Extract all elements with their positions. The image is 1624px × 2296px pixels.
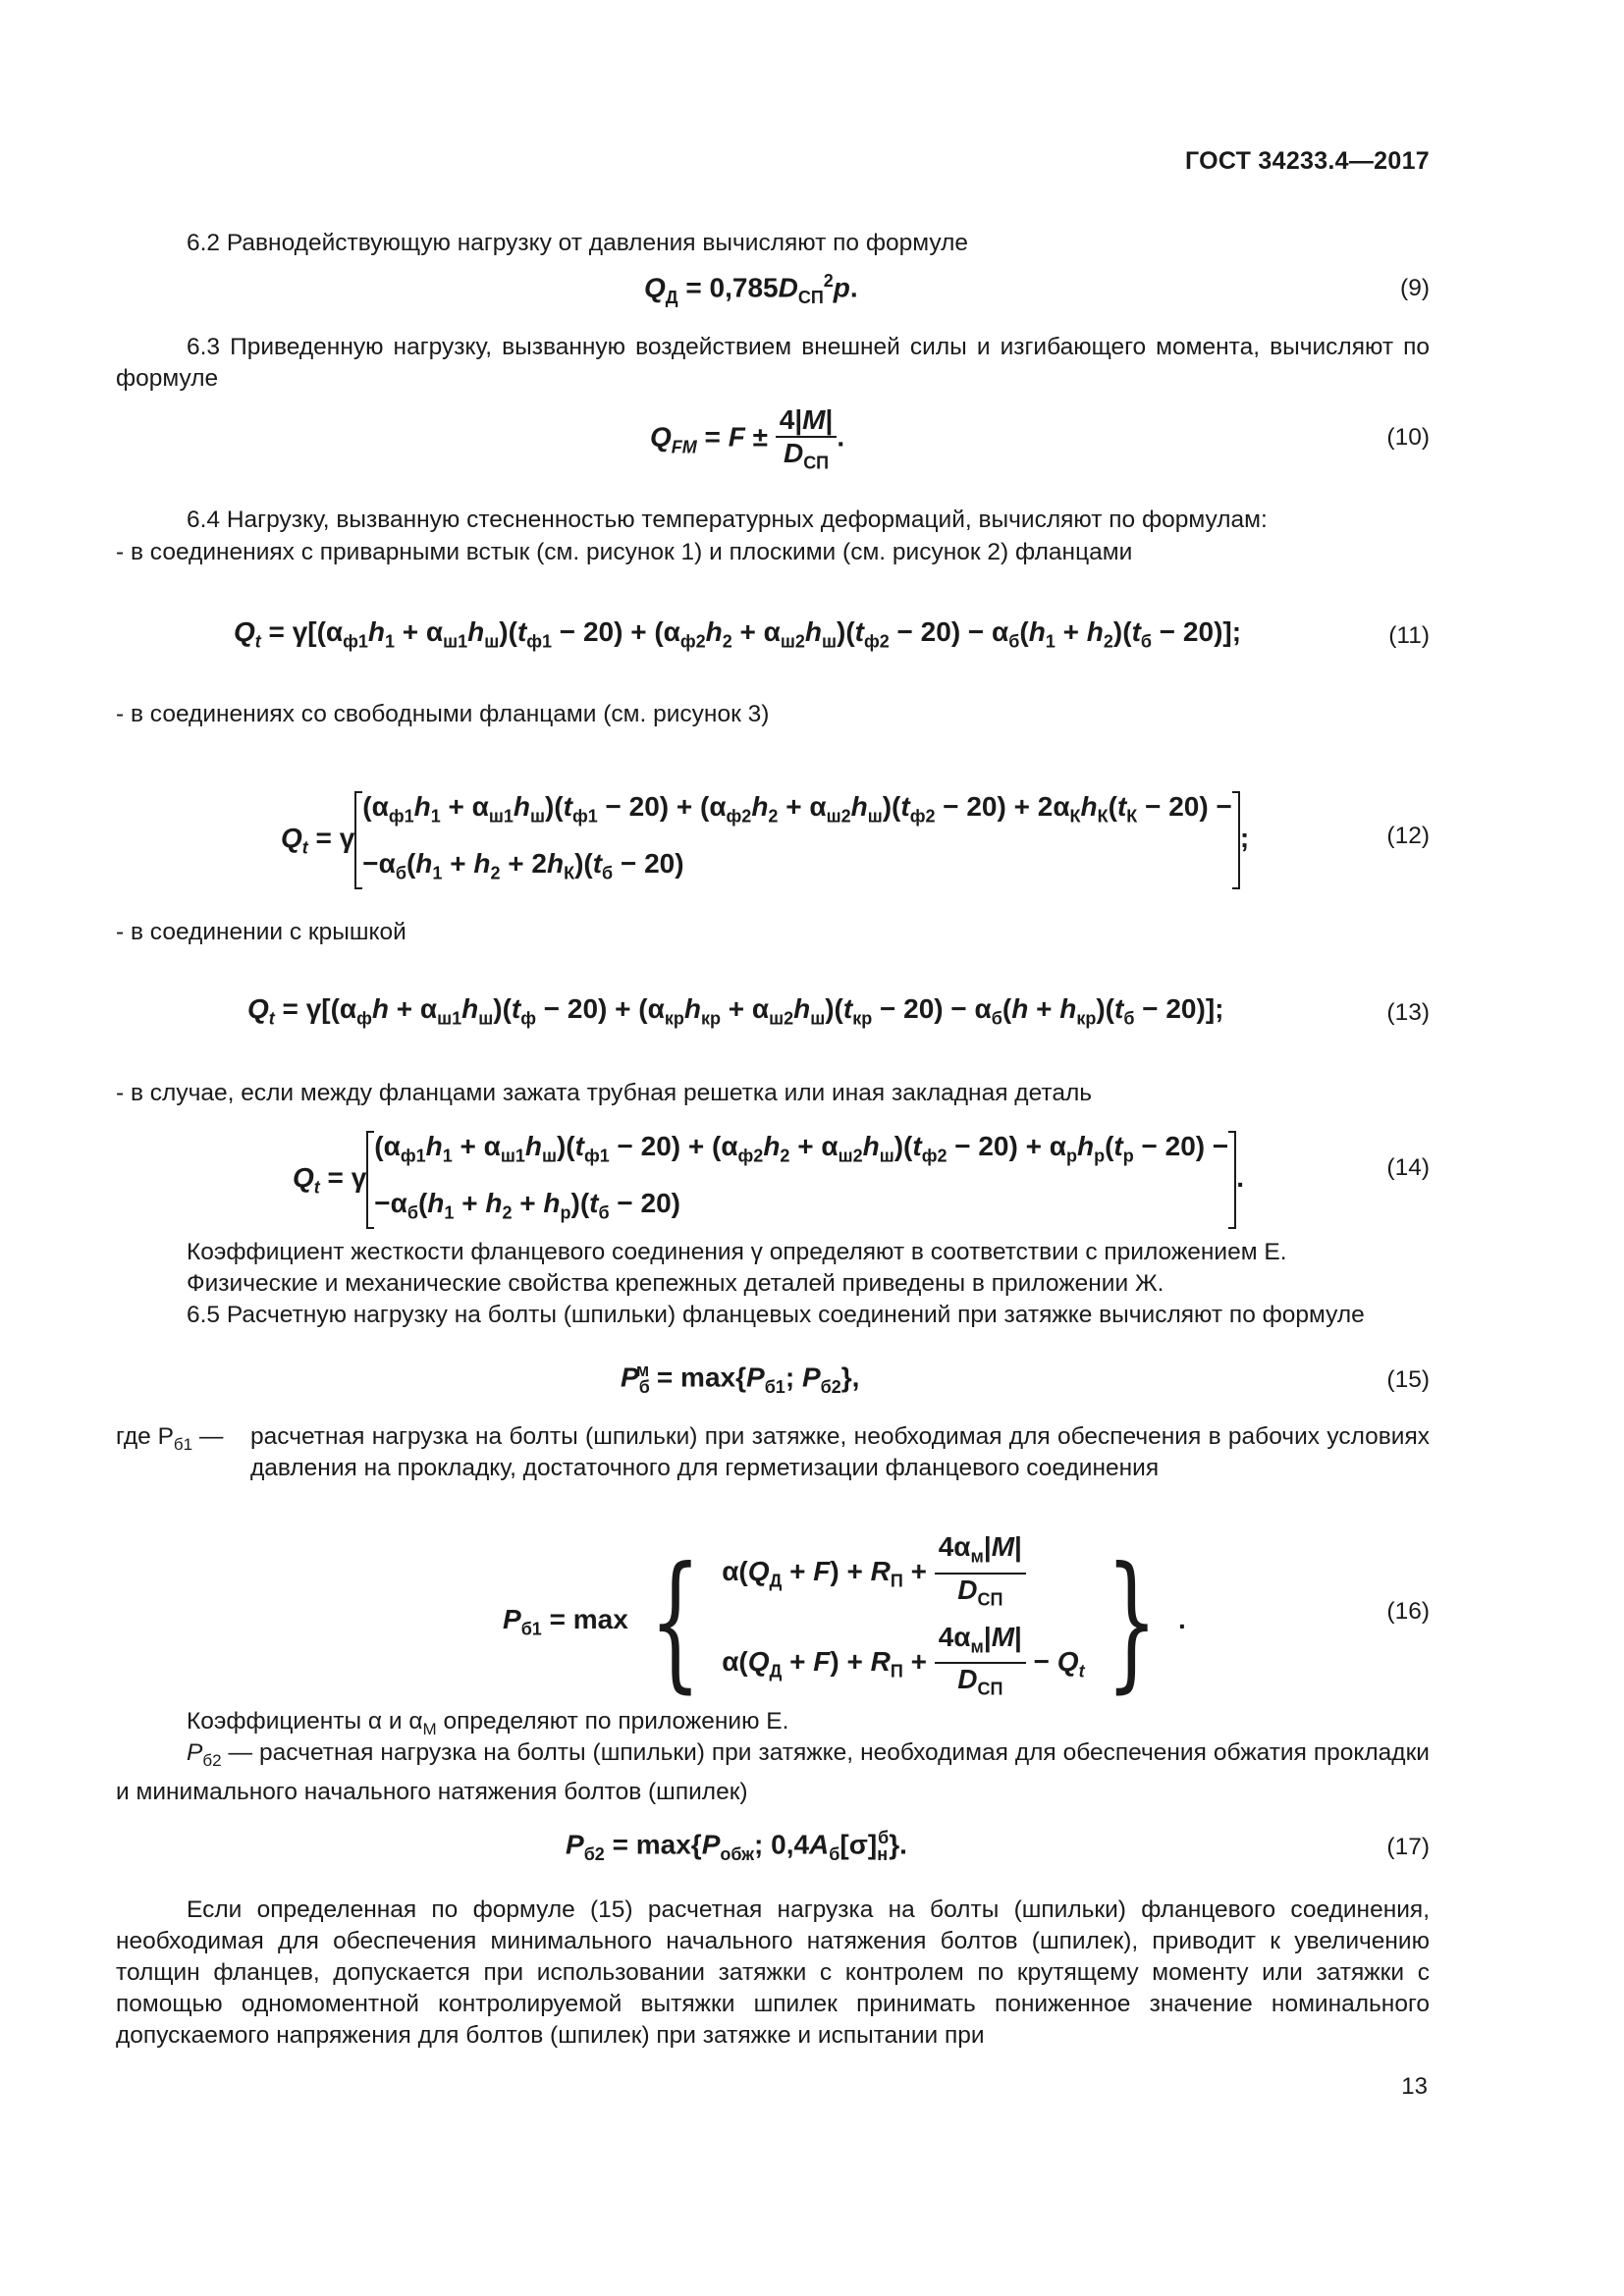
case-free-flanges: - в соединениях со свободными фланцами (см. рисунок 3) <box>116 701 770 727</box>
equation-number-15: (15) <box>1386 1366 1430 1393</box>
formula-12: $Q_t = \gamma(\alpha_{ф1}h_1 + \alpha_{ш1}h_ш)(t_{ф1} - 20) + (\alpha_{ф2}h_2 + \alpha_{ш2}h_ш)(t_{ф2} - 20) + 2\alpha_Кh_К(t_К - 20)$ − $-\alpha_б(h_1 + h_2 + 2h_К)(t_б - 20)$; <box>281 783 1249 896</box>
paragraph-6-2: 6.2 Равнодействующую нагрузку от давления вычисляют по формуле <box>187 230 968 256</box>
formula-10: $Q_{FM} = F$ ± $\frac{4|M|}{D_{СП}}$ . <box>650 404 845 473</box>
alpha-coefficients-note: Коэффициенты α и $\alpha_М$ определяют по приложению Е. <box>187 1708 789 1738</box>
where-definition: расчетная нагрузка на болты (шпильки) при затяжке, необходимая для обеспечения в рабочих условиях давления на прокладку, достаточного для герметизации фланцевого соединения <box>250 1423 1430 1481</box>
equation-number-11: (11) <box>1388 622 1430 649</box>
formula-13: $Q_t = \gamma[(\alpha_фh + \alpha_{ш1}h_ш)(t_ф - 20) + (\alpha_{кр}h_{кр} + \alpha_{ш2}h_ш)(t_{кр} - 20) - \alpha_б(h + h_{кр})(t_б - 20)]$; <box>247 993 1224 1029</box>
case-cover: - в соединении с крышкой <box>116 919 406 945</box>
equation-number-9: (9) <box>1400 275 1430 301</box>
formula-16: $P_{б1} = \max$ { $\alpha(Q_Д + F) + R_П$ + $\frac{4\alpha_м|M|}{D_{СП}}$ $\alpha(Q_Д + F) + R_П$ + $\frac{4\alpha_м|M|}{D_{СП}}$ − $Q_t$ } . <box>503 1531 1186 1707</box>
formula-17: $P_{б2} = \max\{P_{обж}$; $0,4A_б[\sigma]_н^б$}. <box>566 1828 907 1864</box>
equation-number-14: (14) <box>1386 1154 1430 1181</box>
stiffness-note: Коэффициент жесткости фланцевого соединения γ определяют в соответствии с приложением Е. <box>187 1239 1287 1265</box>
formula-9: $Q_Д = 0,785D_{СП}^2p$. <box>644 271 858 307</box>
properties-note: Физические и механические свойства крепежных деталей приведены в приложении Ж. <box>187 1270 1164 1297</box>
pb2-definition: $P_{б2}$ — расчетная нагрузка на болты (шпильки) при затяжке, необходимая для обеспечения обжатия прокладки и минимального начального натяжения болтов (шпилек) <box>116 1739 1430 1805</box>
equation-number-17: (17) <box>1386 1834 1430 1860</box>
equation-number-10: (10) <box>1386 424 1430 451</box>
where-label: где $P_{б1}$ — <box>116 1423 224 1454</box>
paragraph-6-4: 6.4 Нагрузку, вызванную стесненностью температурных деформаций, вычисляют по формулам: <box>187 507 1268 533</box>
formula-14: $Q_t = \gamma(\alpha_{ф1}h_1 + \alpha_{ш1}h_ш)(t_{ф1} - 20) + (\alpha_{ф2}h_2 + \alpha_{ш2}h_ш)(t_{ф2} - 20) + \alpha_рh_р(t_р - 20)$ − $-\alpha_б(h_1 + h_2 + h_р)(t_б - 20)$. <box>293 1123 1244 1236</box>
page-number: 13 <box>1401 2073 1428 2100</box>
paragraph-6-3: 6.3 Приведенную нагрузку, вызванную воздействием внешней силы и изгибающего момента, вычисляют по формуле <box>116 334 1430 392</box>
formula-15: $P_б^м = \max\{P_{б1}$; $P_{б2}$}, <box>621 1361 860 1397</box>
document-header: ГОСТ 34233.4—2017 <box>1184 147 1430 175</box>
equation-number-16: (16) <box>1386 1598 1430 1625</box>
case-welded-flanges: - в соединениях с приварными встык (см. рисунок 1) и плоскими (см. рисунок 2) фланцами <box>116 539 1133 565</box>
case-tube-plate: - в случае, если между фланцами зажата трубная решетка или иная закладная деталь <box>116 1080 1093 1106</box>
formula-11: $Q_t = \gamma[(\alpha_{ф1}h_1 + \alpha_{ш1}h_ш)(t_{ф1} - 20) + (\alpha_{ф2}h_2 + \alpha_{ш2}h_ш)(t_{ф2} - 20) - \alpha_б(h_1 + h_2)(t_б - 20)]$; <box>234 616 1242 652</box>
paragraph-6-5: 6.5 Расчетную нагрузку на болты (шпильки) фланцевых соединений при затяжке вычисляют по формуле <box>187 1302 1365 1328</box>
equation-number-13: (13) <box>1386 999 1430 1026</box>
final-paragraph: Если определенная по формуле (15) расчетная нагрузка на болты (шпильки) фланцевого соединения, необходимая для обеспечения минимального начального натяжения болтов (шпилек), приводит к увеличению толщин фланцев, допускается при использовании затяжки с контролем по крутящему моменту или затяжки с помощью одномоментной контролируемой вытяжки шпилек принимать пониженное значение номинального допускаемого напряжения для болтов (шпилек) при затяжке и испытании при <box>116 1896 1430 2049</box>
equation-number-12: (12) <box>1386 823 1430 849</box>
